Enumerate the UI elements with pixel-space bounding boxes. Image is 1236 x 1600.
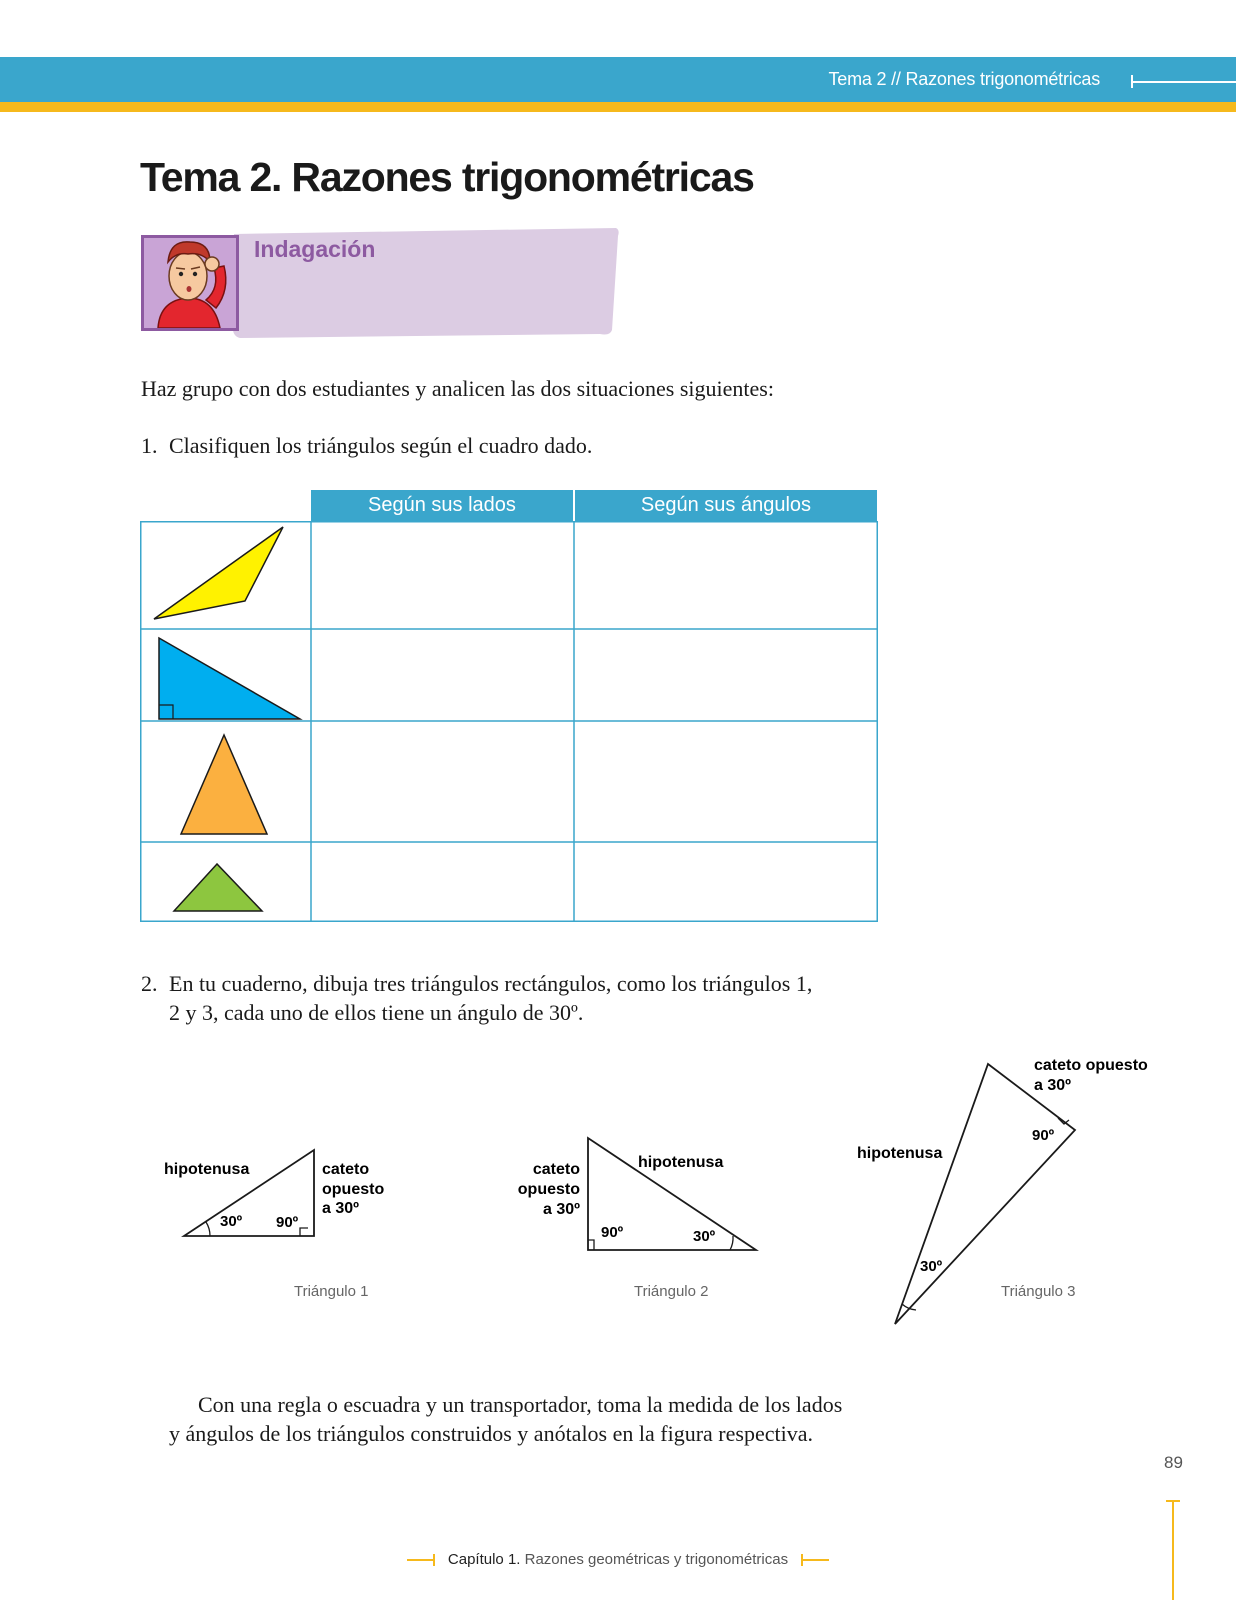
right-triangles-figure (150, 1050, 1170, 1340)
question-1-text: Clasifiquen los triángulos según el cuadro dado. (169, 433, 593, 458)
triangle-3-hypotenuse-label: hipotenusa (857, 1145, 943, 1162)
triangle-3-opposite-label-1: cateto opuesto (1034, 1057, 1148, 1074)
question-2-line-2: 2 y 3, cada uno de ellos tiene un ángulo de 30º. (169, 1000, 584, 1025)
indagacion-character-frame (141, 235, 239, 331)
question-2-line-1: En tu cuaderno, dibuja tres triángulos rectángulos, como los triángulos 1, (169, 971, 813, 996)
triangle-1-opposite-label-1: cateto (322, 1161, 370, 1178)
triangle-2-hypotenuse-label: hipotenusa (638, 1154, 724, 1171)
classification-table (140, 521, 878, 922)
question-1-number: 1. (141, 433, 158, 458)
header-line (1132, 81, 1236, 83)
question-2 (141, 969, 901, 1027)
blue-right-triangle (159, 638, 300, 719)
indagacion-label: Indagación (254, 236, 376, 262)
footer-chapter: Capítulo 1. (447, 1551, 521, 1568)
side-line (1172, 1500, 1174, 1600)
intro-text: Haz grupo con dos estudiantes y analicen las dos situaciones siguientes: (141, 376, 774, 401)
triangle-2 (518, 1138, 756, 1300)
triangle-3-shape (857, 1057, 1148, 1324)
yellow-obtuse-triangle (154, 527, 283, 619)
triangle-1-opposite-label-3: a 30º (322, 1200, 359, 1217)
running-title: Tema 2 // Razones trigonométricas (828, 69, 1100, 89)
triangle-3-opposite-label-2: a 30º (1034, 1077, 1071, 1094)
question-1 (141, 431, 592, 460)
closing-line-2: y ángulos de los triángulos construidos y anótalos en la figura respectiva. (169, 1421, 813, 1446)
triangle-1-angle-90: 90º (276, 1214, 299, 1231)
triangle-2-angle-30: 30º (693, 1228, 716, 1245)
triangle-3-angle-90: 90º (1032, 1127, 1055, 1144)
question-2-number: 2. (141, 971, 158, 996)
footer-mark-right (801, 1554, 829, 1566)
triangle-3-angle-30: 30º (920, 1258, 943, 1275)
orange-isosceles-triangle (181, 735, 267, 834)
triangle-2-opposite-label-2: opuesto (517, 1181, 580, 1198)
triangle-2-opposite-label-3: a 30º (543, 1201, 580, 1218)
green-triangle (174, 864, 262, 911)
triangle-1-caption: Triángulo 1 (294, 1283, 369, 1300)
triangle-1-opposite-label-2: opuesto (322, 1181, 385, 1198)
thinking-student-icon (144, 238, 236, 328)
closing-paragraph (169, 1390, 889, 1448)
footer-title: Razones geométricas y trigonométricas (524, 1551, 789, 1568)
header-stripe (0, 102, 1236, 112)
triangle-1-hypotenuse-label: hipotenusa (164, 1161, 250, 1178)
triangle-2-angle-90: 90º (601, 1224, 624, 1241)
triangle-1 (164, 1150, 384, 1300)
footer-mark-left (407, 1554, 435, 1566)
triangle-3-caption: Triángulo 3 (1001, 1283, 1076, 1300)
footer (0, 1551, 1236, 1568)
page-number: 89 (1164, 1453, 1183, 1472)
triangle-2-caption: Triángulo 2 (634, 1283, 709, 1300)
closing-line-1: Con una regla o escuadra y un transportador, toma la medida de los lados (198, 1392, 843, 1417)
triangle-2-opposite-label-1: cateto (532, 1161, 580, 1178)
table-header-angles: Según sus ángulos (575, 490, 877, 521)
page-title: Tema 2. Razones trigonométricas (140, 154, 754, 200)
triangle-1-angle-30: 30º (220, 1213, 243, 1230)
table-header-sides: Según sus lados (311, 490, 573, 521)
